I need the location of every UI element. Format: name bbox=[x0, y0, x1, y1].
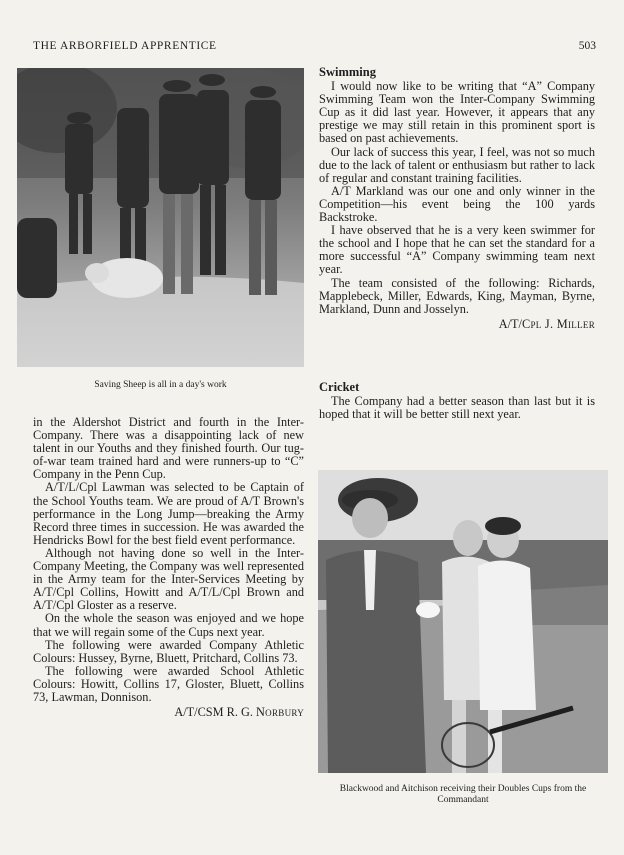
athletics-column bbox=[33, 416, 304, 719]
photo1-caption: Saving Sheep is all in a day's work bbox=[94, 380, 227, 390]
sheep-rescue-photo bbox=[17, 68, 304, 367]
swimming-paragraph: The team consisted of the following: Richards, Mapplebeck, Miller, Edwards, King, Mayman, Byrne, Markland, Dunn and Josselyn. bbox=[319, 275, 595, 316]
swimming-paragraph: I have observed that he is a very keen swimmer for the school and I hope that he can set the standard for a more successful “A” Company swimming team next year. bbox=[319, 223, 595, 277]
page-number: 503 bbox=[578, 40, 596, 52]
athletics-paragraph: On the whole the season was enjoyed and we hope that we will regain some of the Cups next year. bbox=[33, 611, 304, 639]
athletics-paragraph: A/T/L/Cpl Lawman was selected to be Captain of the School Youths team. We are proud of A/T Brown's performance in the Long Jump—breaking the Army Record three times in succession. He was awarded the Hendricks Bowl for the best field event performance. bbox=[33, 480, 304, 547]
swimming-paragraph: A/T Markland was our one and only winner in the Competition—his event being the 100 yards Backstroke. bbox=[319, 183, 595, 225]
swimming-heading: Swimming bbox=[319, 65, 376, 79]
signature-name: Cpl J. Miller bbox=[521, 316, 595, 331]
swimming-paragraph: I would now like to be writing that “A” Company Swimming Team won the Inter-Company Swimming Cup as it did last year. However, it appears that any prestige we may still retain in this prominent sport is based on past achievements. bbox=[319, 79, 595, 146]
swimming-section bbox=[319, 66, 595, 331]
athletics-paragraph: in the Aldershot District and fourth in the Inter-Company. There was a disappointing lack of new talent in our Youths and they finished fourth. Our tug-of-war team trained hard and were runners-up to “C” Company in the Penn Cup. bbox=[33, 415, 304, 482]
photo2-caption: Blackwood and Aitchison receiving their Doubles Cups from the Commandant bbox=[339, 784, 587, 805]
cricket-section bbox=[319, 381, 595, 421]
swimming-paragraph: Our lack of success this year, I feel, was not so much due to the lack of talent or enthusiasm but rather to lack of regular and constant training facilities. bbox=[319, 144, 595, 185]
signature-name: Norbury bbox=[256, 705, 304, 720]
running-header bbox=[33, 40, 596, 56]
doubles-cup-photo bbox=[318, 470, 608, 773]
athletics-signature bbox=[33, 706, 304, 719]
athletics-paragraph: Although not having done so well in the Inter-Company Meeting, the Company was well represented in the Army team for the Inter-Services Meeting by A/T/Cpl Collins, Howitt and A/T/L/Cpl Brown and A/T/Cpl Gloster as a reserve. bbox=[33, 545, 304, 613]
cricket-heading: Cricket bbox=[319, 380, 360, 394]
swimming-signature bbox=[319, 318, 595, 331]
signature-rank: A/T/CSM R. G. bbox=[174, 705, 256, 720]
cricket-paragraph: The Company had a better season than last but it is hoped that it will be better still next year. bbox=[319, 394, 595, 422]
signature-rank: A/T/ bbox=[498, 316, 522, 331]
publication-title: THE ARBORFIELD APPRENTICE bbox=[33, 40, 217, 52]
athletics-paragraph: The following were awarded School Athletic Colours: Howitt, Collins 17, Gloster, Bluett, Collins 73, Lawman, Donnison. bbox=[33, 663, 304, 704]
athletics-paragraph: The following were awarded Company Athletic Colours: Hussey, Byrne, Bluett, Pritchard, Collins 73. bbox=[33, 637, 304, 665]
